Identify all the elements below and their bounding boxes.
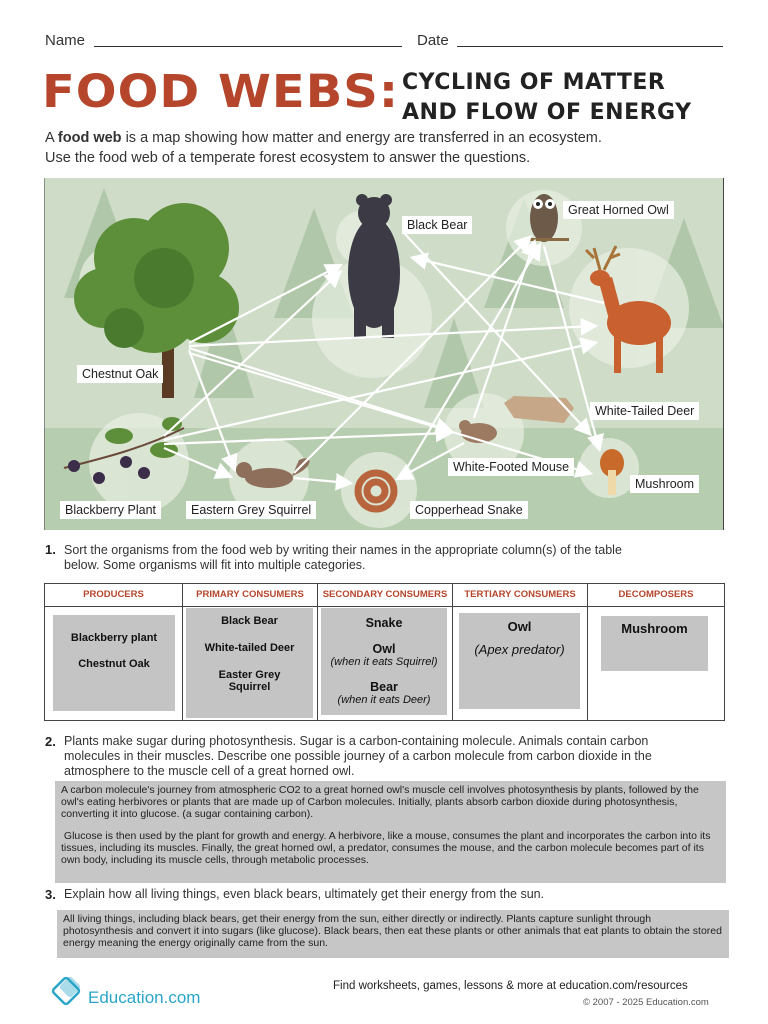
- label-black-bear: Black Bear: [402, 216, 472, 234]
- secondary-bear-note: (when it eats Deer): [337, 694, 431, 706]
- label-blackberry: Blackberry Plant: [60, 501, 161, 519]
- col-divider: [182, 606, 183, 720]
- q2-text: [64, 734, 734, 779]
- intro-pre: A: [45, 130, 58, 146]
- q2-answer-p2: Glucose is then used by the plant for growth and energy. A herbivore, like a mouse, consumes the plant and incorporates the carbon into its tissues, including its muscles. Finally, the great horned owl, a predator, consumes the mouse, and the carbon molecule becomes part of its own body, including its muscle cells, through metabolic processes.: [61, 830, 714, 866]
- food-web-diagram: [44, 178, 724, 530]
- date-label: Date: [417, 32, 449, 49]
- col-divider: [317, 606, 318, 720]
- secondary-bear: Bear: [370, 680, 398, 694]
- q3-answer-box[interactable]: [57, 910, 729, 958]
- page-subtitle: [402, 68, 692, 128]
- q1-number: 1.: [45, 542, 56, 557]
- secondary-snake: Snake: [365, 616, 403, 630]
- q1-line-1: Sort the organisms from the food web by writing their names in the appropriate column(s) of the table: [64, 543, 622, 557]
- q2-answer-box[interactable]: [55, 781, 726, 883]
- secondary-owl-note: (when it eats Squirrel): [330, 656, 438, 668]
- label-mushroom: Mushroom: [630, 475, 699, 493]
- primary-item: Squirrel: [228, 681, 271, 693]
- header-tertiary: TERTIARY CONSUMERS: [453, 584, 588, 607]
- page-title: FOOD WEBS:: [42, 65, 400, 119]
- sort-table: [44, 583, 725, 721]
- intro-bold: food web: [57, 130, 122, 146]
- label-squirrel: Eastern Grey Squirrel: [186, 501, 316, 519]
- label-chestnut-oak: Chestnut Oak: [77, 365, 163, 383]
- q2-line-1: Plants make sugar during photosynthesis. Sugar is a carbon-containing molecule. Animals contain carbon: [64, 734, 649, 748]
- tertiary-owl: Owl: [507, 619, 532, 634]
- q3-answer: All living things, including black bears, get their energy from the sun, either directly or indirectly. Plants capture sunlight through photosynthesis and convert it into sugars (like glucose). Black bears, then eat these plants or other animals that eat plants to obtain the stored energy meaning the energy originally came from the sun.: [63, 913, 722, 949]
- secondary-owl: Owl: [372, 642, 396, 656]
- header-primary: PRIMARY CONSUMERS: [183, 584, 318, 607]
- q2-line-3: atmosphere to the muscle cell of a great horned owl.: [64, 764, 355, 778]
- intro-text: [45, 128, 735, 168]
- intro-line-2: Use the food web of a temperate forest ecosystem to answer the questions.: [45, 150, 531, 166]
- name-label: Name: [45, 32, 86, 49]
- footer-copyright: © 2007 - 2025 Education.com: [583, 997, 709, 1008]
- producer-item: Chestnut Oak: [78, 658, 150, 670]
- producers-answer[interactable]: [53, 615, 175, 711]
- decomposer-item: Mushroom: [621, 621, 688, 636]
- footer-resources[interactable]: Find worksheets, games, lessons & more at education.com/resources: [333, 980, 688, 992]
- tertiary-answer[interactable]: [459, 613, 580, 709]
- label-mouse: White-Footed Mouse: [448, 458, 574, 476]
- subtitle-line-2: AND FLOW OF ENERGY: [402, 100, 692, 125]
- label-deer: White-Tailed Deer: [590, 402, 699, 420]
- primary-item: Black Bear: [221, 615, 278, 627]
- brand-name[interactable]: Education.com: [88, 988, 201, 1007]
- col-divider: [587, 606, 588, 720]
- primary-answer[interactable]: [186, 608, 313, 718]
- label-snake: Copperhead Snake: [410, 501, 528, 519]
- q2-number: 2.: [45, 734, 56, 749]
- date-line[interactable]: [457, 46, 723, 47]
- q2-answer-p1: A carbon molecule's journey from atmospheric CO2 to a great horned owl's muscle cell involves photosynthesis by plants, followed by the owl's eating herbivores or plants that are made up of Carbon molecules. Initially, plants absorb carbon dioxide during photosynthesis, converting it into glucose. (a sugar containing carbon).: [61, 784, 699, 820]
- decomposers-answer[interactable]: [601, 616, 708, 671]
- subtitle-line-1: CYCLING OF MATTER: [402, 70, 666, 95]
- food-web-scene: [44, 178, 724, 530]
- name-line[interactable]: [94, 46, 402, 47]
- q1-text: [64, 543, 734, 573]
- producer-item: Blackberry plant: [70, 632, 158, 644]
- header-producers: PRODUCERS: [45, 584, 183, 607]
- secondary-answer[interactable]: [321, 608, 447, 715]
- header-decomposers: DECOMPOSERS: [588, 584, 724, 607]
- header-secondary: SECONDARY CONSUMERS: [318, 584, 453, 607]
- q3-number: 3.: [45, 887, 56, 902]
- q2-line-2: molecules in their muscles. Describe one possible journey of a carbon molecule from carbon dioxide in the: [64, 749, 652, 763]
- col-divider: [452, 606, 453, 720]
- intro-post: is a map showing how matter and energy are transferred in an ecosystem.: [121, 130, 602, 146]
- tertiary-note: (Apex predator): [474, 642, 565, 657]
- primary-item: White-tailed Deer: [204, 642, 295, 654]
- primary-item: Easter Grey: [218, 669, 281, 681]
- q1-line-2: below. Some organisms will fit into multiple categories.: [64, 558, 366, 572]
- q3-text: Explain how all living things, even black bears, ultimately get their energy from the sun.: [64, 887, 545, 901]
- label-owl: Great Horned Owl: [563, 201, 674, 219]
- education-logo-icon: [52, 973, 86, 1007]
